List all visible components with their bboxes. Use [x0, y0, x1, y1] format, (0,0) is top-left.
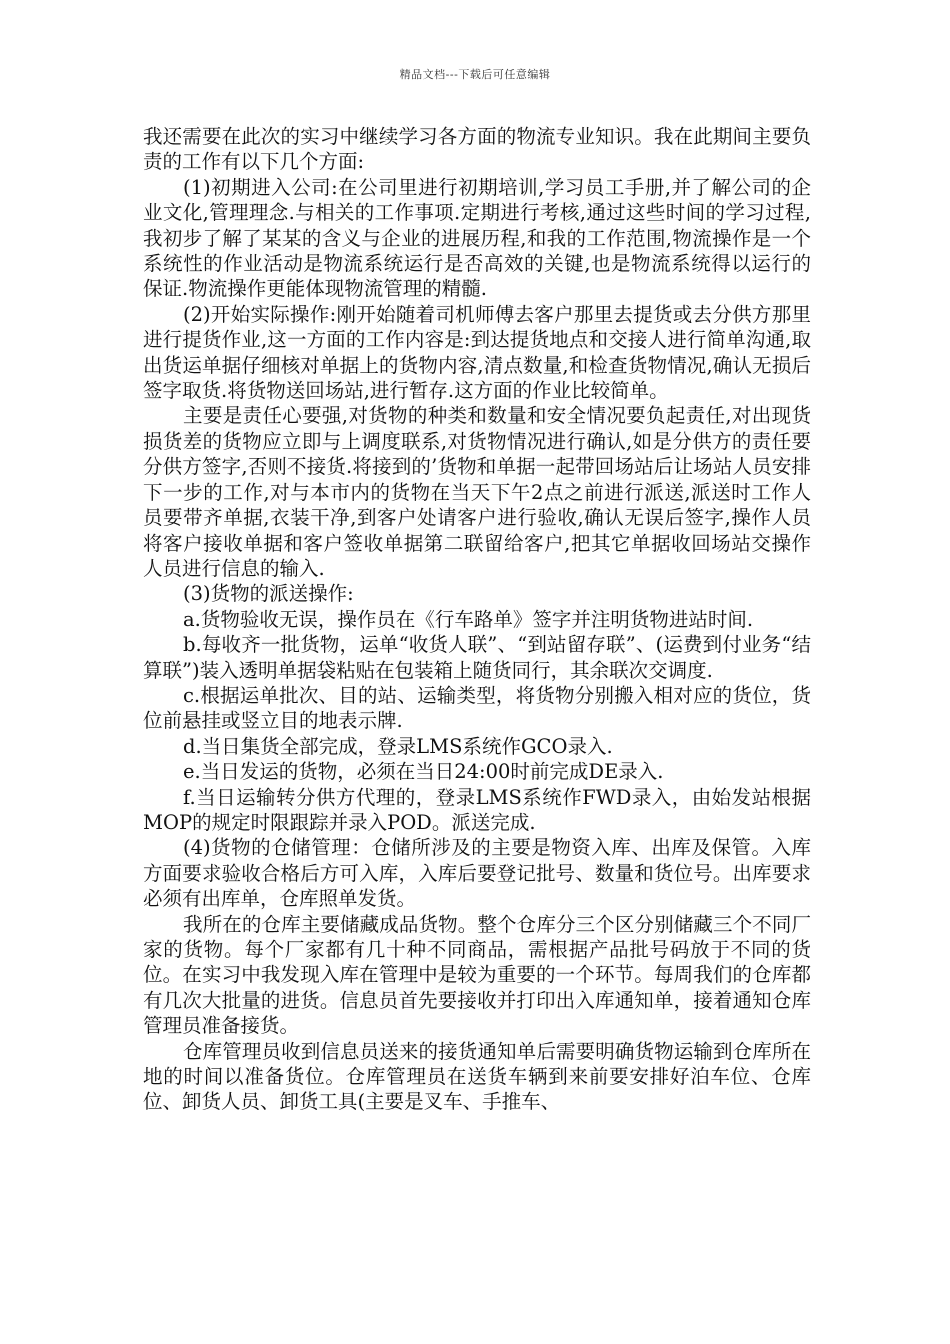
paragraph: (1)初期进入公司:在公司里进行初期培训,学习员工手册,并了解公司的企业文化,管理理念.与相关的工作事项.定期进行考核,通过这些时间的学习过程,我初步了解了某某的含义与企业的进展历程,和我的工作范围,物流操作是一个系统性的作业活动是物流系统运行是否高效的关键,也是物流系统得以运行的保证.物流操作更能体现物流管理的精髓.	[143, 175, 811, 301]
paragraph: (2)开始实际操作:刚开始随着司机师傅去客户那里去提货或去分供方那里进行提货作业,这一方面的工作内容是:到达提货地点和交接人进行简单沟通,取出货运单据仔细核对单据上的货物内容,清点数量,和检查货物情况,确认无损后签字取货.将货物送回场站,进行暂存.这方面的作业比较简单。	[143, 302, 811, 403]
paragraph: b.每收齐一批货物，运单“收货人联”、“到站留存联”、(运费到付业务“结算联”)装入透明单据袋粘贴在包装箱上随货同行，其余联次交调度.	[143, 633, 811, 682]
page-header: 精品文档---下载后可任意编辑	[399, 68, 551, 81]
paragraph: a.货物验收无误，操作员在《行车路单》签字并注明货物进站时间.	[183, 607, 754, 631]
paragraph: (3)货物的派送操作:	[183, 582, 354, 606]
paragraph: f.当日运输转分供方代理的，登录LMS系统作FWD录入，由始发站根据MOP的规定时限跟踪并录入POD。派送完成.	[143, 785, 811, 834]
paragraph: 仓库管理员收到信息员送来的接货通知单后需要明确货物运输到仓库所在地的时间以准备货位。仓库管理员在送货车辆到来前要安排好泊车位、仓库位、卸货人员、卸货工具(主要是叉车、手推车、	[143, 1039, 811, 1114]
paragraph: (4)货物的仓储管理：仓储所涉及的主要是物资入库、出库及保管。入库方面要求验收合格后方可入库，入库后要登记批号、数量和货位号。出库要求必须有出库单，仓库照单发货。	[143, 836, 811, 911]
paragraph: 我所在的仓库主要储藏成品货物。整个仓库分三个区分别储藏三个不同厂家的货物。每个厂家都有几十种不同商品，需根据产品批号码放于不同的货位。在实习中我发现入库在管理中是较为重要的一个环节。每周我们的仓库都有几次大批量的进货。信息员首先要接收并打印出入库通知单，接着通知仓库管理员准备接货。	[143, 912, 811, 1038]
paragraph: e.当日发运的货物，必须在当日24:00时前完成DE录入.	[183, 760, 664, 784]
paragraph: 我还需要在此次的实习中继续学习各方面的物流专业知识。我在此期间主要负责的工作有以下几个方面:	[143, 125, 811, 174]
paragraph: c.根据运单批次、目的站、运输类型，将货物分别搬入相对应的货位，货位前悬挂或竖立目的地表示牌.	[143, 683, 811, 733]
paragraph: 主要是责任心要强,对货物的种类和数量和安全情况要负起责任,对出现货损货差的货物应立即与上调度联系,对货物情况进行确认,如是分供方的责任要分供方签字,否则不接货.将接到的’货物和单据一起带回场站后让场站人员安排下一步的工作,对与本市内的货物在当天下午2点之前进行派送,派送时工作人员要带齐单据,衣装干净,到客户处请客户进行验收,确认无误后签字,操作人员将客户接收单据和客户签收单据第二联留给客户,把其它单据收回场站交操作人员进行信息的输入.	[143, 404, 811, 580]
paragraph: d.当日集货全部完成，登录LMS系统作GCO录入.	[183, 734, 613, 758]
document-body	[143, 124, 811, 1115]
